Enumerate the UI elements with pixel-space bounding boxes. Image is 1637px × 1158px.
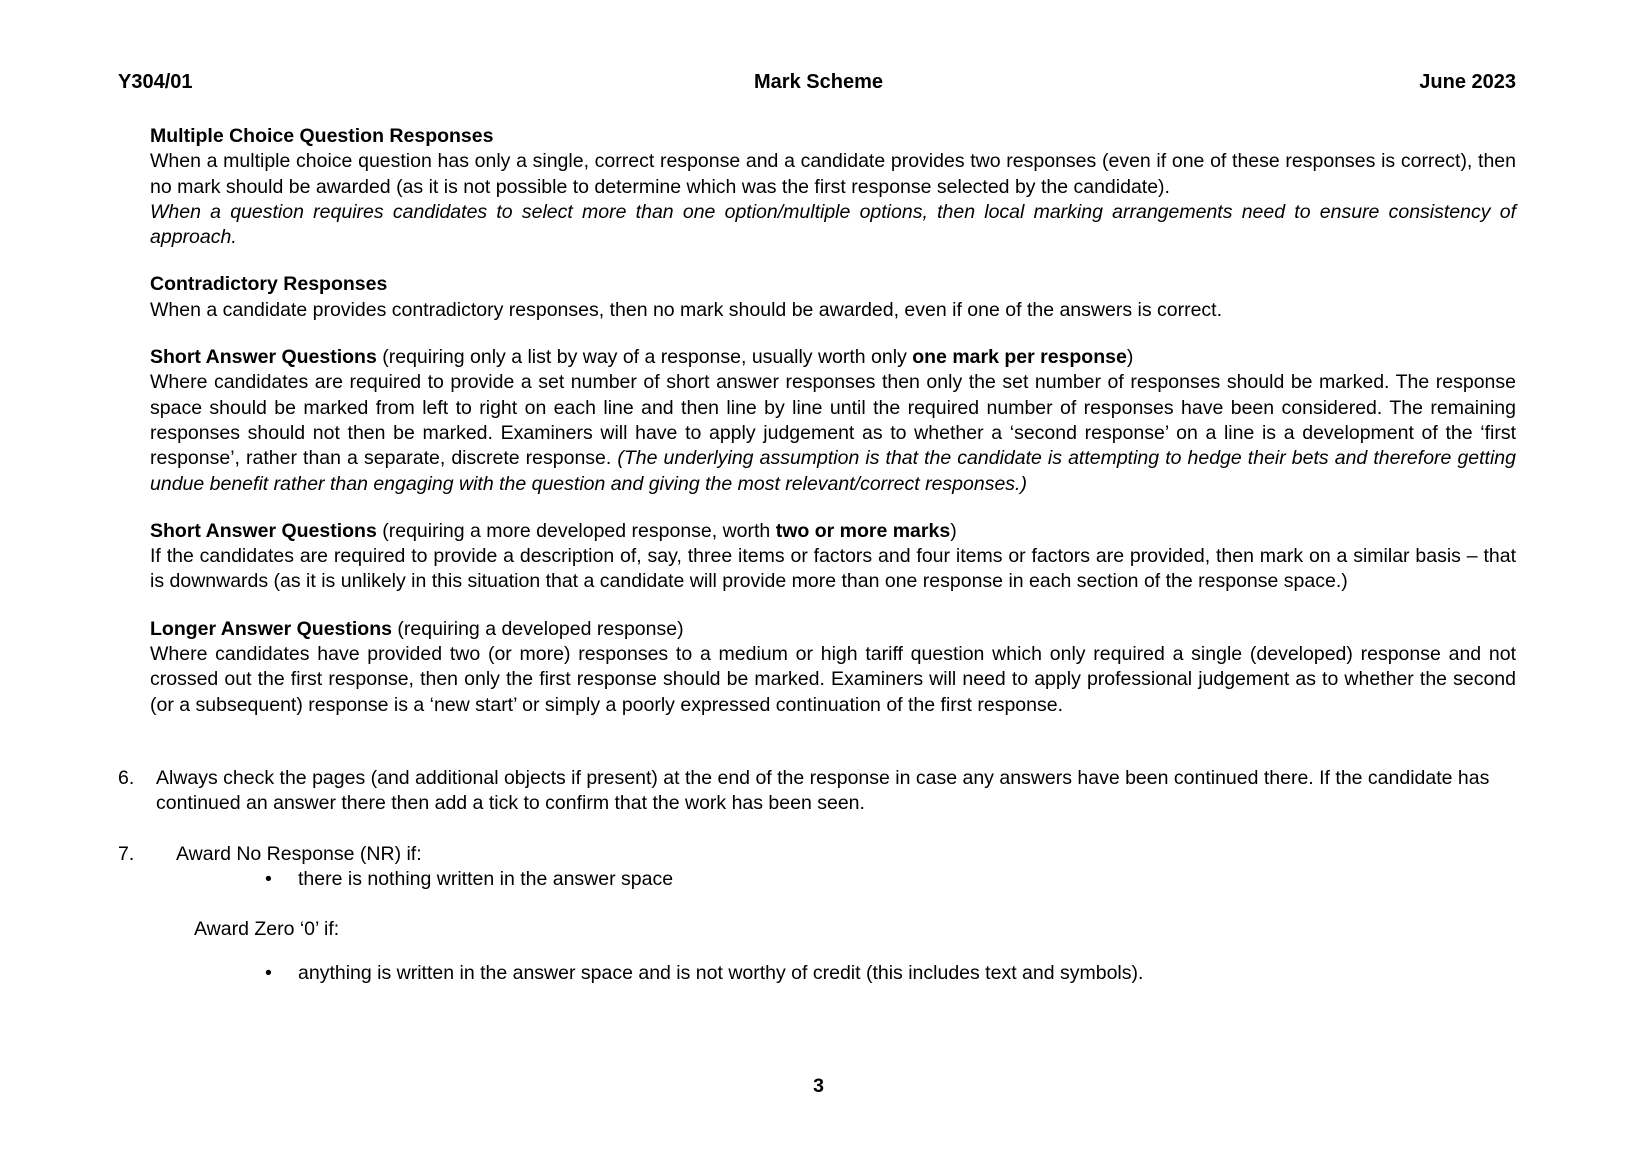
text-run: ) <box>950 519 957 542</box>
item-number: 6. <box>118 766 135 789</box>
section-short-answer-developed <box>150 519 1516 595</box>
text-run: (requiring only a list by way of a response, usually worth only <box>376 346 913 369</box>
bullet-text: anything is written in the answer space and is not worthy of credit (this includes text and symbols). <box>298 962 1144 985</box>
page-header <box>0 71 1637 93</box>
text-run: one mark per response <box>912 346 1127 369</box>
text-run: Short Answer Questions <box>150 519 377 542</box>
item-number: 7. <box>118 842 135 865</box>
bullet-item <box>176 961 1516 986</box>
header-paper-code: Y304/01 <box>118 71 193 93</box>
text-run: Short Answer Questions <box>150 346 377 369</box>
text-run: When a candidate provides contradictory responses, then no mark should be awarded, even if one of the answers is correct. <box>150 298 1223 321</box>
text-run: Multiple Choice Question Responses <box>150 125 494 147</box>
text-run: (requiring a developed response) <box>391 617 684 640</box>
bullet-text: there is nothing written in the answer space <box>298 867 674 890</box>
header-title: Mark Scheme <box>754 71 883 93</box>
section-paragraph <box>150 149 1516 200</box>
bullet-item <box>176 867 1516 892</box>
numbered-item-7 <box>118 842 1516 987</box>
item-body <box>150 842 1516 987</box>
section-paragraph <box>150 370 1516 496</box>
section-heading <box>150 345 1516 370</box>
text-run: Longer Answer Questions <box>150 617 392 640</box>
text-run: two or more marks <box>775 519 951 542</box>
award-nr-lead: Award No Response (NR) if: <box>176 842 422 865</box>
page-number: 3 <box>813 1075 824 1097</box>
item-text: Always check the pages (and additional objects if present) at the end of the response in case any answers have been continued there. If the candidate has continued an answer there then add a tick to confirm that the work has been seen. <box>156 766 1490 815</box>
text-run: (The underlying assumption is that the candidate is attempting to hedge their bets and therefore getting undue benefit rather than engaging with the question and giving the most relevant/correct responses.) <box>150 447 1516 495</box>
section-heading <box>150 519 1516 544</box>
text-run: Contradictory Responses <box>150 273 388 296</box>
award-zero-lead: Award Zero ‘0’ if: <box>194 918 340 941</box>
section-heading <box>150 617 1516 642</box>
section-short-answer-list <box>150 345 1516 497</box>
section-paragraph <box>150 298 1516 323</box>
text-run: Where candidates are required to provide a set number of short answer responses then only the set number of responses should be marked. The response space should be marked from left to right on each line and then line by line until the required number of responses have been considered. The remaining responses should not then be marked. Examiners will have to apply judgement as to whether a ‘second response’ on a line is a development of the ‘first response’, rather than a separate, discrete response. <box>150 371 1516 470</box>
text-run: If the candidates are required to provide a description of, say, three items or factors and four items or factors are provided, then mark on a similar basis – that is downwards (as it is unlikely in this situation that a candidate will provide more than one response in each section of the response space.) <box>150 545 1516 593</box>
section-heading <box>150 124 1516 149</box>
numbered-items <box>118 766 1516 987</box>
bullet-icon: • <box>265 867 272 890</box>
bullet-icon: • <box>265 962 272 985</box>
numbered-item-6 <box>118 766 1516 817</box>
text-run: Where candidates have provided two (or more) responses to a medium or high tariff question which only required a single (developed) response and not crossed out the first response, then only the first response should be marked. Examiners will need to apply professional judgement as to whether the second (or a subsequent) response is a ‘new start’ or simply a poorly expressed continuation of the first response. <box>150 643 1516 716</box>
text-run: When a multiple choice question has only a single, correct response and a candidate provides two responses (even if one of these responses is correct), then no mark should be awarded (as it is not possible to determine which was the first response selected by the candidate). <box>150 150 1516 198</box>
document-body <box>118 124 1516 987</box>
header-session-date: June 2023 <box>1419 71 1516 93</box>
section-heading <box>150 272 1516 297</box>
section-multiple-choice <box>150 124 1516 250</box>
section-longer-answer <box>150 617 1516 718</box>
text-run: ) <box>1126 346 1134 369</box>
text-run: When a question requires candidates to select more than one option/multiple options, then local marking arrangements need to ensure consistency of approach. <box>150 200 1516 249</box>
text-run: (requiring a more developed response, worth <box>376 519 776 542</box>
section-contradictory <box>150 272 1516 323</box>
page-footer <box>0 1074 1637 1099</box>
section-paragraph <box>150 544 1516 595</box>
section-paragraph-italic <box>150 200 1516 251</box>
section-paragraph <box>150 642 1516 718</box>
